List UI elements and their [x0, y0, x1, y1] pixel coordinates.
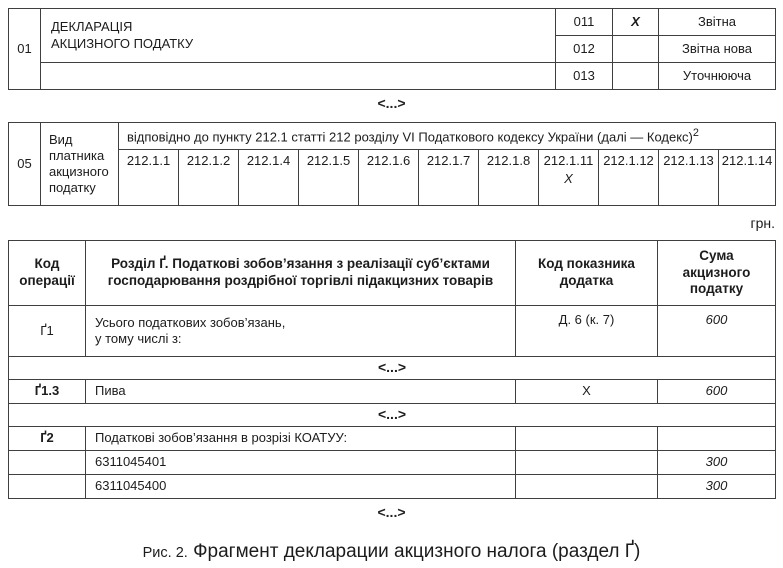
table-ellipsis-row [9, 357, 776, 380]
payer-code: 212.1.1 [126, 153, 171, 168]
option-code-011: 011 [556, 9, 613, 36]
payer-code-cell [659, 150, 719, 206]
table-row-koatuu-2 [9, 475, 776, 499]
payer-code: 212.1.7 [426, 153, 471, 168]
currency-label: грн. [750, 215, 775, 231]
indicator-code [516, 451, 658, 475]
indicator-code [516, 475, 658, 499]
tax-amount: 300 [658, 475, 776, 499]
payer-type-label: Вид платника акцизного податку [41, 123, 119, 206]
operation-description [86, 306, 516, 357]
payer-code-cell-selected [539, 150, 599, 206]
payer-code: 212.1.11 [543, 153, 594, 168]
ellipsis-separator: <...> [377, 95, 406, 111]
declaration-title-line1: ДЕКЛАРАЦІЯ [51, 19, 133, 35]
description-line1: Усього податкових зобов’язань, [95, 314, 286, 330]
table-row [9, 123, 776, 150]
line-number-05: 05 [9, 123, 41, 206]
payer-code-cell [719, 150, 776, 206]
payer-type-table [8, 122, 776, 206]
indicator-code [516, 427, 658, 451]
tax-amount: 600 [658, 380, 776, 404]
table-ellipsis-row [9, 404, 776, 427]
footnote-marker: 2 [692, 126, 699, 139]
table-row-g2 [9, 427, 776, 451]
table-header-row [9, 241, 776, 306]
table-row [9, 9, 776, 36]
payer-code: 212.1.6 [366, 153, 411, 168]
indicator-code: Д. 6 (к. 7) [516, 306, 658, 357]
payer-code: 212.1.8 [486, 153, 531, 168]
option-label-zvitna-nova: Звітна нова [659, 36, 776, 63]
header-tax-amount: Сума акцизного податку [658, 241, 776, 306]
tax-amount: 300 [658, 451, 776, 475]
operation-code [9, 475, 86, 499]
header-indicator-code: Код показника додатка [516, 241, 658, 306]
operation-code [9, 451, 86, 475]
ellipsis-separator: <...> [9, 357, 776, 380]
payer-code: 212.1.2 [186, 153, 231, 168]
payer-code-cell [599, 150, 659, 206]
payer-code: 212.1.5 [306, 153, 351, 168]
payer-code-cell [479, 150, 539, 206]
operation-code: Ґ2 [9, 427, 86, 451]
tax-amount [658, 427, 776, 451]
header-section-title: Розділ Ґ. Податкові зобов’язання з реалізації суб’єктами господарювання роздрібної торгівлі підакцизних товарів [86, 241, 516, 306]
option-mark-013 [613, 63, 659, 90]
payer-type-header [119, 123, 776, 150]
payer-code-cell [179, 150, 239, 206]
payer-code-cell [239, 150, 299, 206]
ellipsis-separator: <...> [377, 504, 406, 520]
line-number-01: 01 [9, 9, 41, 90]
option-label-utochniuiucha: Уточнююча [659, 63, 776, 90]
empty-cell [41, 63, 556, 90]
figure-caption-text: Фрагмент декларации акцизного налога (раздел Ґ) [187, 541, 641, 562]
indicator-code: Х [516, 380, 658, 404]
option-code-013: 013 [556, 63, 613, 90]
declaration-title-cell [41, 9, 556, 63]
header-operation-code: Код операції [9, 241, 86, 306]
table-row-g1 [9, 306, 776, 357]
koatuu-code: 6311045400 [86, 475, 516, 499]
payer-code-cell [119, 150, 179, 206]
declaration-type-table [8, 8, 776, 90]
section-g-table [8, 240, 776, 499]
payer-code: 212.1.4 [246, 153, 291, 168]
operation-description: Пива [86, 380, 516, 404]
operation-code: Ґ1 [9, 306, 86, 357]
table-row-koatuu-1 [9, 451, 776, 475]
operation-description: Податкові зобов’язання в розрізі КОАТУУ: [86, 427, 516, 451]
table-row-g1-3 [9, 380, 776, 404]
tax-amount: 600 [658, 306, 776, 357]
option-mark-012 [613, 36, 659, 63]
operation-code: Ґ1.3 [9, 380, 86, 404]
table-row [9, 150, 776, 206]
payer-code: 212.1.12 [603, 153, 654, 168]
koatuu-code: 6311045401 [86, 451, 516, 475]
payer-code-cell [299, 150, 359, 206]
option-mark-011: X [613, 9, 659, 36]
payer-code: 212.1.14 [721, 153, 773, 168]
payer-code-cell [419, 150, 479, 206]
figure-caption [8, 541, 775, 563]
option-code-012: 012 [556, 36, 613, 63]
figure-caption-number: Рис. 2. [142, 545, 188, 561]
payer-code: 212.1.13 [663, 153, 714, 168]
description-line2: у тому числі з: [95, 331, 182, 346]
ellipsis-separator: <...> [9, 404, 776, 427]
payer-type-header-text: відповідно до пункту 212.1 статті 212 розділу VI Податкового кодексу України (далі — Кодекс) [127, 129, 693, 145]
payer-code-cell [359, 150, 419, 206]
table-row [9, 63, 776, 90]
option-label-zvitna: Звітна [659, 9, 776, 36]
payer-mark-x: X [564, 171, 573, 187]
declaration-title-line2: АКЦИЗНОГО ПОДАТКУ [51, 35, 194, 51]
